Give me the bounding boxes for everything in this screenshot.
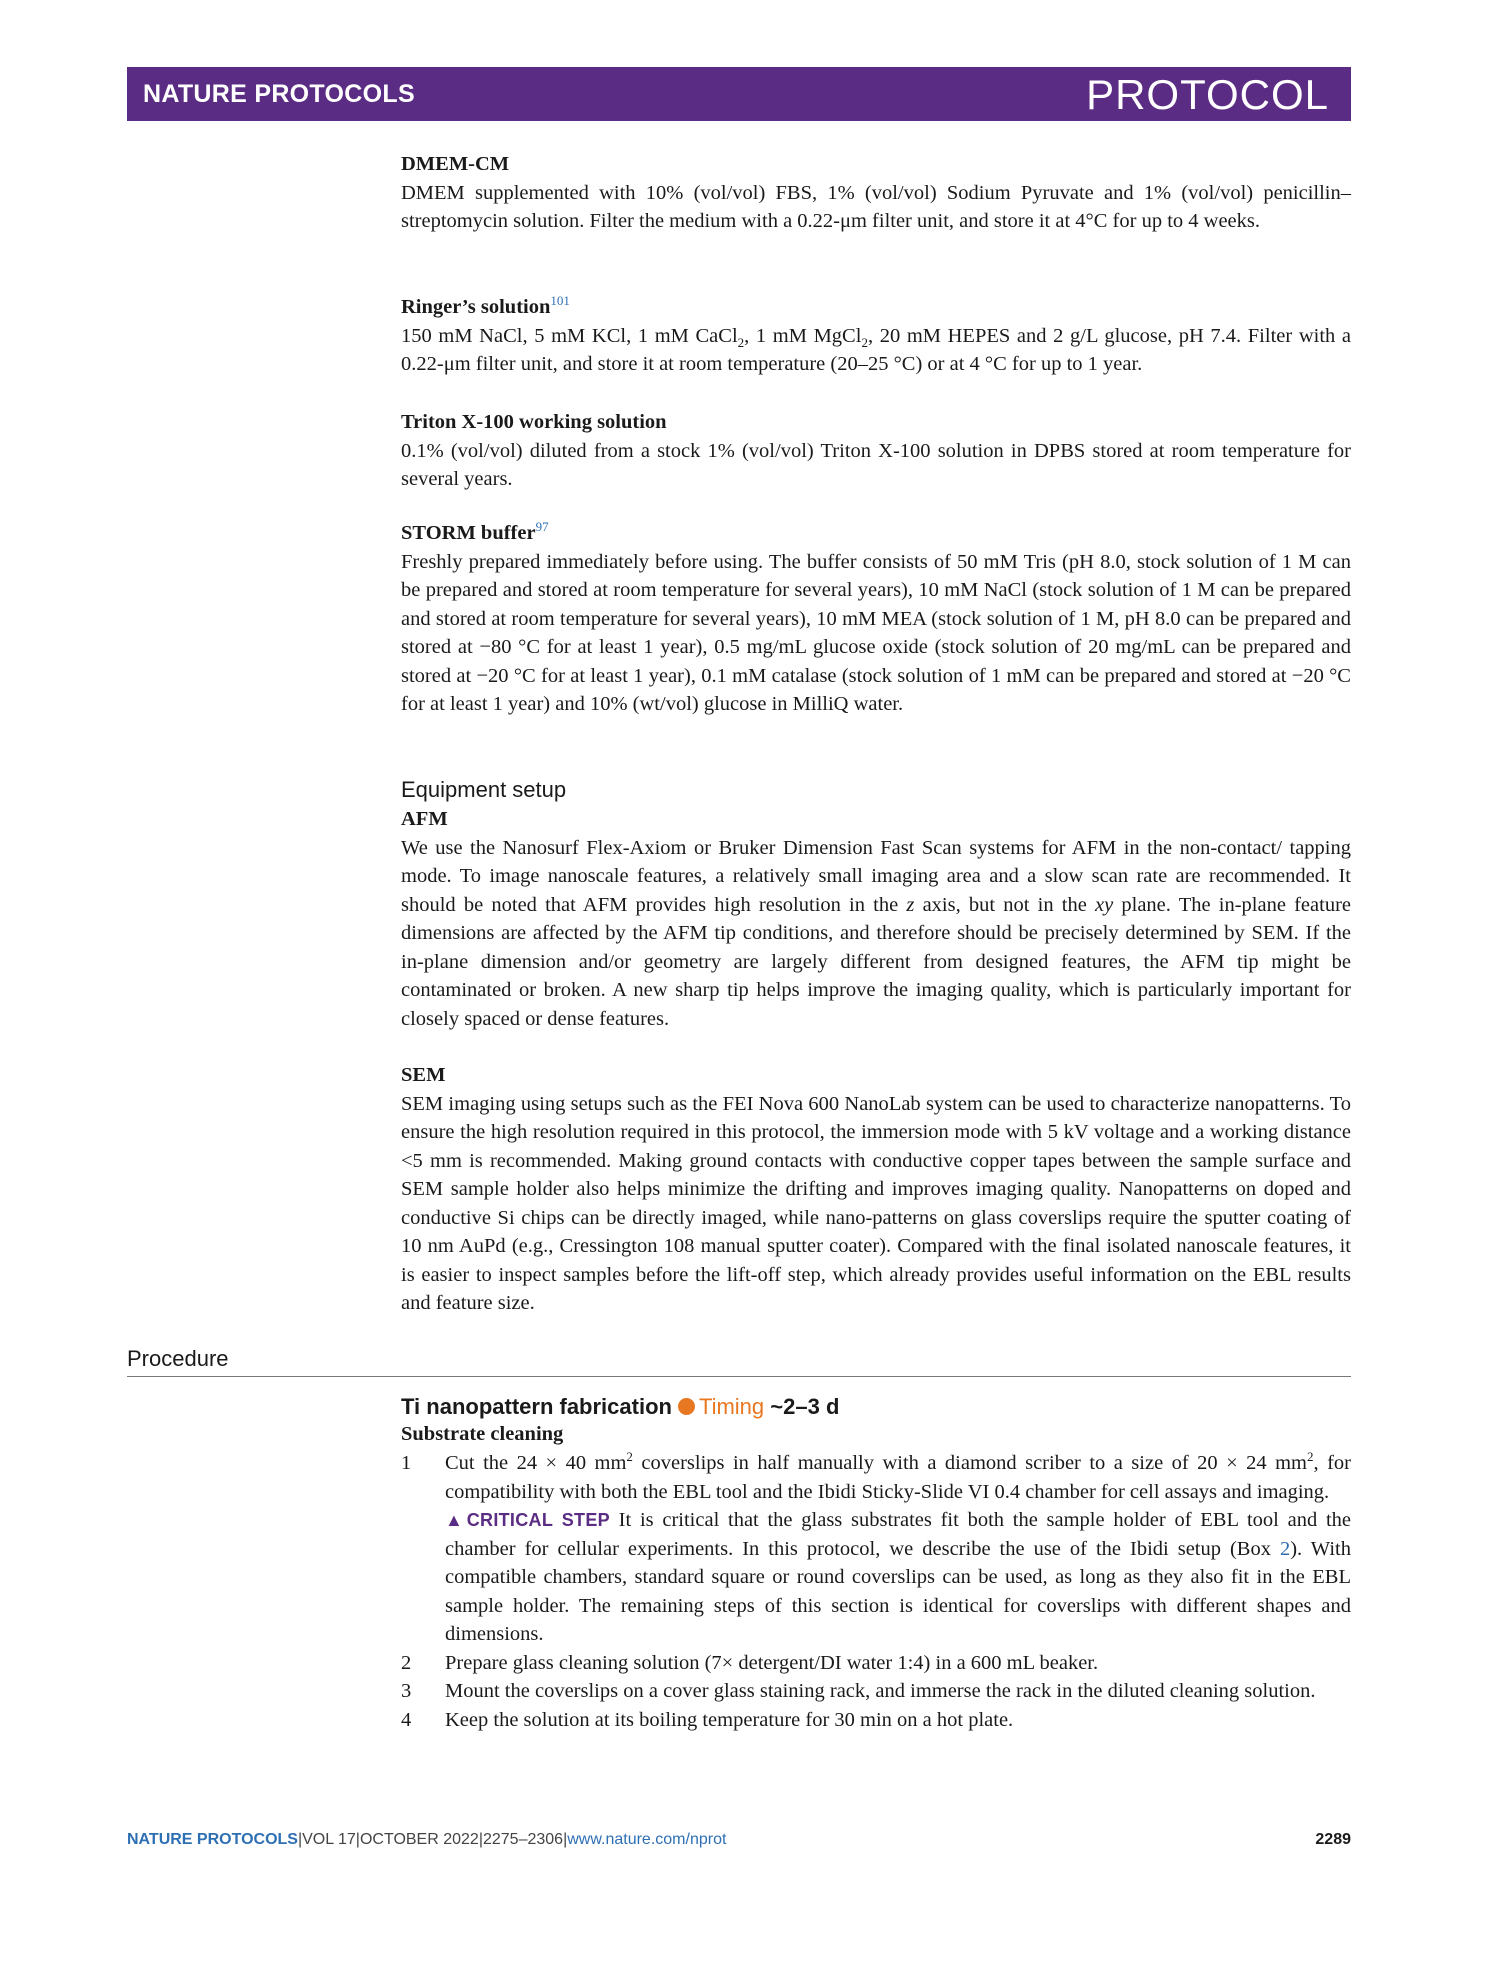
storm-ref-link[interactable]: 97: [535, 519, 549, 535]
step-number: 2: [401, 1651, 412, 1674]
step-body: [445, 1449, 1351, 1649]
list-item: [401, 1449, 1351, 1649]
procedure-section-heading: [401, 1392, 1351, 1422]
ringer-sub: 2: [737, 334, 745, 350]
journal-banner: [127, 67, 1351, 121]
step-text: Prepare glass cleaning solution (7× detergent/DI water 1:4) in a 600 mL beaker.: [445, 1651, 1099, 1674]
section-triton: [401, 408, 1351, 494]
substrate-cleaning-title: Substrate cleaning: [401, 1423, 564, 1445]
dmem-title: DMEM-CM: [401, 153, 510, 175]
procedure-steps: [401, 1449, 1351, 1734]
triton-text: 0.1% (vol/vol) diluted from a stock 1% (vol/vol) Triton X-100 solution in DPBS stored at room temperature for several years.: [401, 439, 1351, 490]
procedure-section-title: Ti nanopattern fabrication: [401, 1394, 672, 1419]
ringer-sub: 2: [861, 334, 868, 350]
section-sem: [401, 1061, 1351, 1318]
ringer-heading: [401, 293, 1351, 322]
timing-dot-icon: [678, 1398, 695, 1415]
storm-heading: [401, 519, 1351, 548]
afm-text: [401, 834, 1351, 1034]
step-text-part: coverslips in half manually with a diamond scriber to a size of 20 × 24 mm: [632, 1452, 1307, 1474]
list-item: [401, 1649, 1351, 1678]
footer-pages: 2275–2306: [482, 1831, 564, 1848]
list-item: [401, 1677, 1351, 1706]
footer-url-link[interactable]: www.nature.com/nprot: [567, 1831, 727, 1848]
equipment-heading: Equipment setup: [401, 777, 567, 802]
section-dmem: [401, 150, 1351, 236]
procedure-divider: [127, 1376, 1351, 1377]
afm-text-part: We use the Nanosurf Flex-Axiom or Bruker Dimension Fast Scan systems for AFM in the non-contact/ tapping mode. To image nanoscale features, a relatively small imaging area and a slow scan rate are recommended. It should be noted that AFM provides high resolution in the: [401, 836, 1351, 916]
footer-date: OCTOBER 2022: [359, 1831, 479, 1848]
afm-text-italic: z: [906, 893, 915, 916]
footer-sep: |: [355, 1831, 360, 1848]
footer-volume: VOL 17: [302, 1831, 356, 1848]
timing-value: ~2–3 d: [770, 1394, 840, 1419]
step-number: 3: [401, 1680, 412, 1702]
section-ringer: [401, 293, 1351, 379]
timing-label: Timing: [698, 1394, 765, 1419]
page-footer: [127, 1831, 1351, 1849]
step-sup: 2: [1307, 1449, 1314, 1465]
procedure-label: Procedure: [127, 1346, 229, 1371]
triton-title: Triton X-100 working solution: [401, 411, 667, 433]
sem-title: SEM: [401, 1064, 446, 1086]
footer-sep: |: [563, 1831, 568, 1848]
afm-text-italic: xy: [1095, 893, 1114, 916]
afm-text-part: plane. The in-plane feature dimensions are affected by the AFM tip conditions, and therefore should be precisely determined by SEM. If the in-plane dimension and/or geometry are largely different from designed features, the AFM tip might be contaminated or broken. A new sharp tip helps improve the imaging quality, which is particularly important for closely spaced or dense features.: [401, 893, 1351, 1030]
section-equipment: [401, 775, 1351, 1033]
step-number: 1: [401, 1452, 412, 1474]
page-number: 2289: [1315, 1831, 1351, 1848]
list-item: [401, 1706, 1351, 1735]
afm-title: AFM: [401, 808, 448, 830]
step-text-part: , for compatibility with both the EBL tool and the Ibidi Sticky-Slide VI 0.4 chamber for cell assays and imaging.: [445, 1452, 1351, 1503]
critical-text-part: It is critical that the glass substrates fit both the sample holder of EBL tool and the chamber for cellular experiments. In this protocol, we describe the use of the Ibidi setup (Box: [445, 1509, 1351, 1560]
journal-name: NATURE PROTOCOLS: [143, 80, 415, 108]
section-procedure-title: [401, 1392, 1351, 1449]
footer-journal: NATURE PROTOCOLS: [127, 1831, 298, 1848]
step-number: 4: [401, 1708, 412, 1731]
ringer-text-part: , 20 mM HEPES and 2 g/L glucose, pH 7.4. Filter with a 0.22-μm filter unit, and store it at room temperature (20–25 °C) or at 4 °C for up to 1 year.: [401, 324, 1352, 375]
storm-title: STORM buffer: [401, 522, 536, 544]
section-storm: [401, 519, 1351, 719]
critical-text-part: ). With compatible chambers, standard square or round coverslips can be used, as long as they also fit in the EBL sample holder. The remaining steps of this section is identical for coverslips with different shapes and dimensions.: [445, 1537, 1351, 1645]
article-type: PROTOCOL: [1086, 71, 1329, 118]
ringer-title: Ringer’s solution: [401, 296, 551, 318]
step-text-part: Cut the 24 × 40 mm: [445, 1452, 627, 1474]
dmem-text: DMEM supplemented with 10% (vol/vol) FBS, 1% (vol/vol) Sodium Pyruvate and 1% (vol/vol) penicillin–streptomycin solution. Filter the medium with a 0.22-μm filter unit, and store it at 4°C for up to 4 weeks.: [401, 181, 1351, 232]
ringer-text: [401, 322, 1351, 379]
step-text: [445, 1449, 1351, 1506]
ringer-text-part: , 1 mM MgCl: [744, 324, 862, 347]
step-text: Keep the solution at its boiling temperature for 30 min on a hot plate.: [445, 1708, 1014, 1731]
storm-text: Freshly prepared immediately before using. The buffer consists of 50 mM Tris (pH 8.0, stock solution of 1 M can be prepared and stored at room temperature for several years), 10 mM NaCl (stock solution of 1 M can be prepared and stored at room temperature for several years), 10 mM MEA (stock solution of 1 M, pH 8.0 can be prepared and stored at −80 °C for at least 1 year), 0.5 mg/mL glucose oxide (stock solution of 20 mg/mL can be prepared and stored at −20 °C for at least 1 year), 0.1 mM catalase (stock solution of 1 mM can be prepared and stored at −20 °C for at least 1 year) and 10% (wt/vol) glucose in MilliQ water.: [401, 550, 1351, 715]
step-sup: 2: [626, 1449, 633, 1465]
step-text: Mount the coverslips on a cover glass staining rack, and immerse the rack in the diluted cleaning solution.: [445, 1680, 1316, 1702]
critical-step-note: [445, 1506, 1351, 1649]
box-ref-link[interactable]: 2: [1279, 1537, 1291, 1560]
footer-sep: |: [478, 1831, 483, 1848]
footer-sep: |: [297, 1831, 303, 1848]
ringer-ref-link[interactable]: 101: [550, 293, 570, 309]
sem-text: SEM imaging using setups such as the FEI Nova 600 NanoLab system can be used to characterize nanopatterns. To ensure the high resolution required in this protocol, the immersion mode with 5 kV voltage and a working distance <5 mm is recommended. Making ground contacts with conductive copper tapes between the sample surface and SEM sample holder also helps minimize the drifting and improves imaging quality. Nanopatterns on doped and conductive Si chips can be directly imaged, while nano-patterns on glass coverslips require the sputter coating of 10 nm AuPd (e.g., Cressington 108 manual sputter coater). Compared with the final isolated nanoscale features, it is easier to inspect samples before the lift-off step, which already provides useful information on the EBL results and feature size.: [401, 1092, 1351, 1314]
ringer-text-part: 150 mM NaCl, 5 mM KCl, 1 mM CaCl: [401, 324, 738, 347]
afm-text-part: axis, but not in the: [914, 893, 1095, 916]
critical-step-label: ▲CRITICAL STEP: [445, 1510, 610, 1530]
